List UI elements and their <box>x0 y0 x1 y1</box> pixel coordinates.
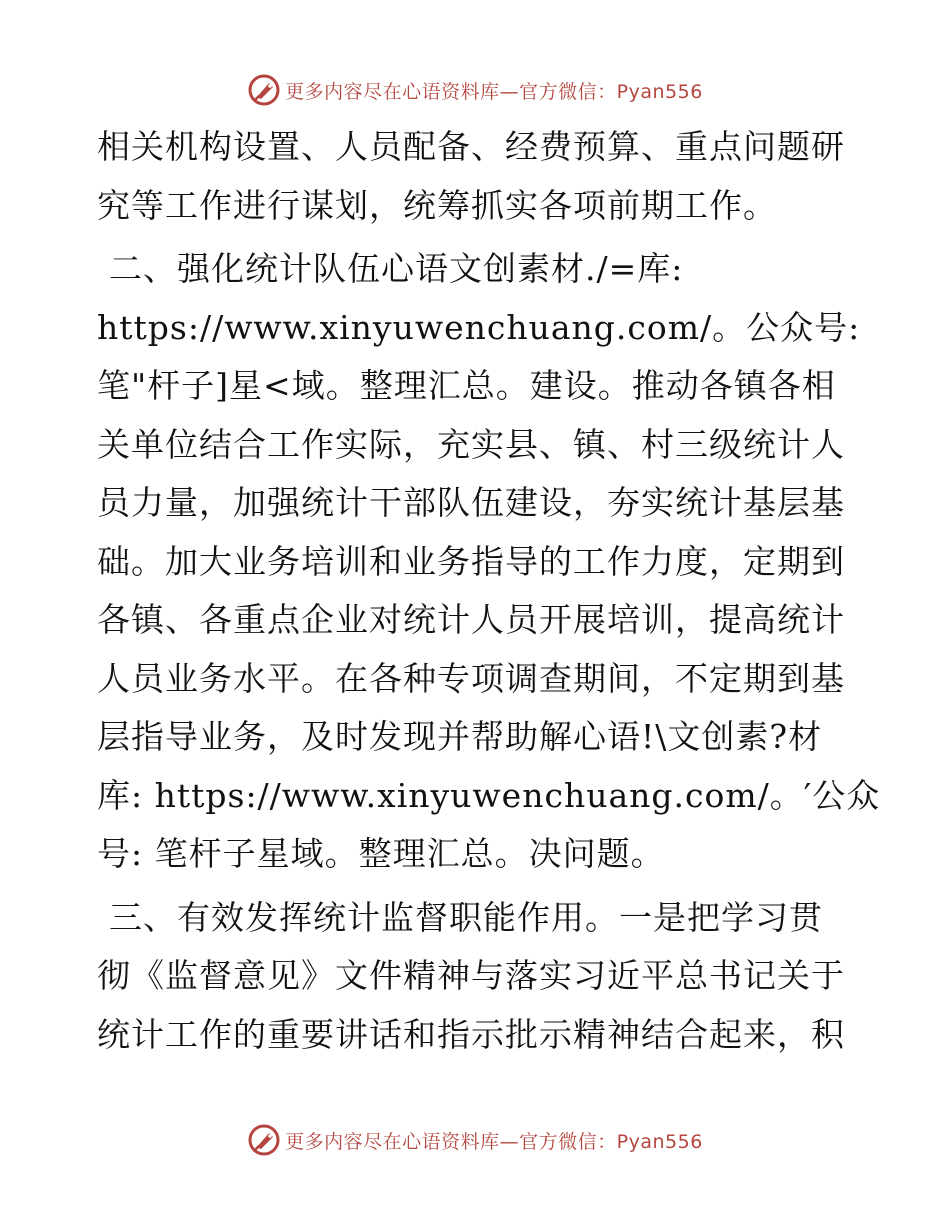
watermark-text: 更多内容尽在心语资料库—官方微信：Pyan556 <box>285 80 703 103</box>
text-line: 库: https://www.xinyuwenchuang.com/。′公众 <box>97 775 881 815</box>
pen-nib-logo-icon <box>247 1123 281 1157</box>
document-body <box>97 118 881 1064</box>
text-line: 各镇、各重点企业对统计人员开展培训，提高统计 <box>97 600 845 639</box>
text-line: https://www.xinyuwenchuang.com/。公众号: <box>97 307 861 347</box>
text-line: 关单位结合工作实际，充实县、镇、村三级统计人 <box>97 424 845 464</box>
paragraph-3 <box>97 889 857 1065</box>
text-line: 层指导业务，及时发现并帮助解心语!\文创素?材 <box>97 717 823 756</box>
text-line: 相关机构设置、人员配备、经费预算、重点问题研 <box>97 127 845 166</box>
paragraph-1 <box>97 118 857 235</box>
text-line: 号: 笔杆子星域。整理汇总。决问题。 <box>97 834 665 873</box>
text-line: 究等工作进行谋划，统筹抓实各项前期工作。 <box>97 185 777 225</box>
watermark-text: 更多内容尽在心语资料库—官方微信：Pyan556 <box>285 1130 703 1153</box>
header-watermark <box>0 70 950 110</box>
section-heading-line: 二、强化统计队伍心语文创素材./=库: <box>109 249 684 288</box>
text-line: 统计工作的重要讲话和指示批示精神结合起来，积 <box>97 1014 845 1054</box>
text-line: 员力量，加强统计干部队伍建设，夯实统计基层基 <box>97 483 845 522</box>
footer-watermark <box>0 1120 950 1160</box>
text-line: 人员业务水平。在各种专项调查期间，不定期到基 <box>97 658 845 698</box>
text-line: 础。加大业务培训和业务指导的工作力度，定期到 <box>97 541 845 581</box>
text-line: 彻《监督意见》文件精神与落实习近平总书记关于 <box>97 956 845 995</box>
pen-nib-logo-icon <box>247 73 281 107</box>
section-heading-line: 三、有效发挥统计监督职能作用。一是把学习贯 <box>109 897 823 937</box>
paragraph-2 <box>97 240 881 884</box>
text-line: 笔"杆子]星<域。整理汇总。建设。推动各镇各相 <box>97 366 836 405</box>
